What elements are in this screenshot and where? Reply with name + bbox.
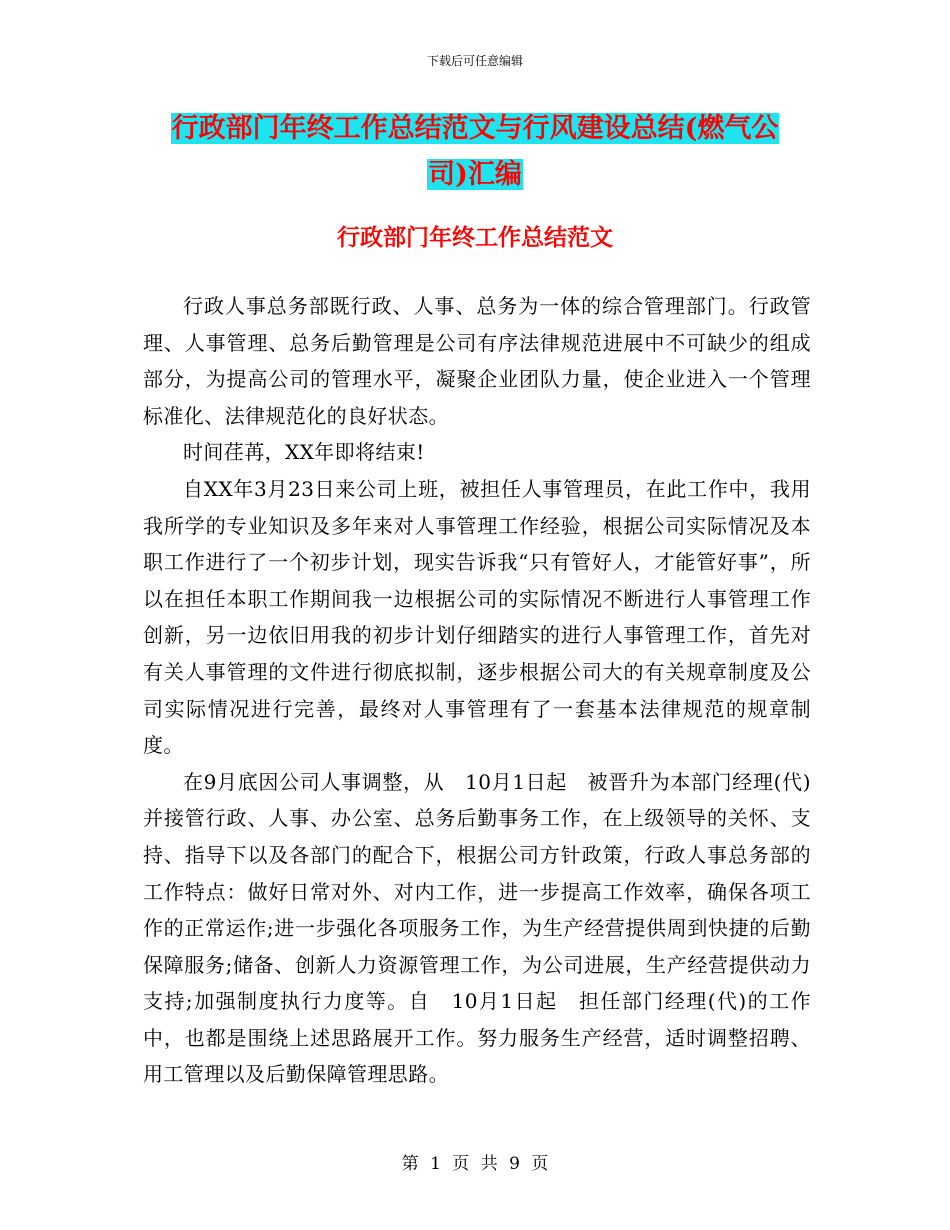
document-title-line-1: 行政部门年终工作总结范文与行风建设总结(燃气公 (171, 113, 779, 144)
section-title: 行政部门年终工作总结范文 (337, 224, 613, 251)
page-number-footer: 第 1 页 共 9 页 (401, 1154, 549, 1174)
document-title (150, 106, 800, 198)
document-body (143, 288, 811, 1093)
body-paragraph: 自XX年3月23日来公司上班，被担任人事管理员，在此工作中，我用我所学的专业知识及多年来对人事管理工作经验，根据公司实际情况及本职工作进行了一个初步计划，现实告诉我“只有管好人，才能管好事”，所以在担任本职工作期间我一边根据公司的实际情况不断进行人事管理工作创新，另一边依旧用我的初步计划仔细踏实的进行人事管理工作，首先对有关人事管理的文件进行彻底拟制，逐步根据公司大的有关规章制度及公司实际情况进行完善，最终对人事管理有了一套基本法律规范的规章制度。 (143, 476, 811, 758)
document-title-line-2: 司)汇编 (428, 159, 522, 190)
page-header-note: 下载后可任意编辑 (426, 54, 523, 68)
body-paragraph: 时间荏苒，XX年即将结束! (183, 440, 425, 465)
body-paragraph: 在9月底因公司人事调整，从 10月1日起 被晋升为本部门经理(代)并接管行政、人事、办公室、总务后勤事务工作，在上级领导的关怀、支持、指导下以及各部门的配合下，根据公司方针政策，行政人事总务部的工作特点：做好日常对外、对内工作，进一步提高工作效率，确保各项工作的正常运作;进一步强化各项服务工作，为生产经营提供周到快捷的后勤保障服务;储备、创新人力资源管理工作，为公司进展，生产经营提供动力支持;加强制度执行力度等。自 10月1日起 担任部门经理(代)的工作中，也都是围绕上述思路展开工作。努力服务生产经营，适时调整招聘、用工管理以及后勤保障管理思路。 (143, 769, 811, 1087)
body-paragraph: 行政人事总务部既行政、人事、总务为一体的综合管理部门。行政管理、人事管理、总务后勤管理是公司有序法律规范进展中不可缺少的组成部分，为提高公司的管理水平，凝聚企业团队力量，使企业进入一个管理标准化、法律规范化的良好状态。 (143, 294, 811, 428)
